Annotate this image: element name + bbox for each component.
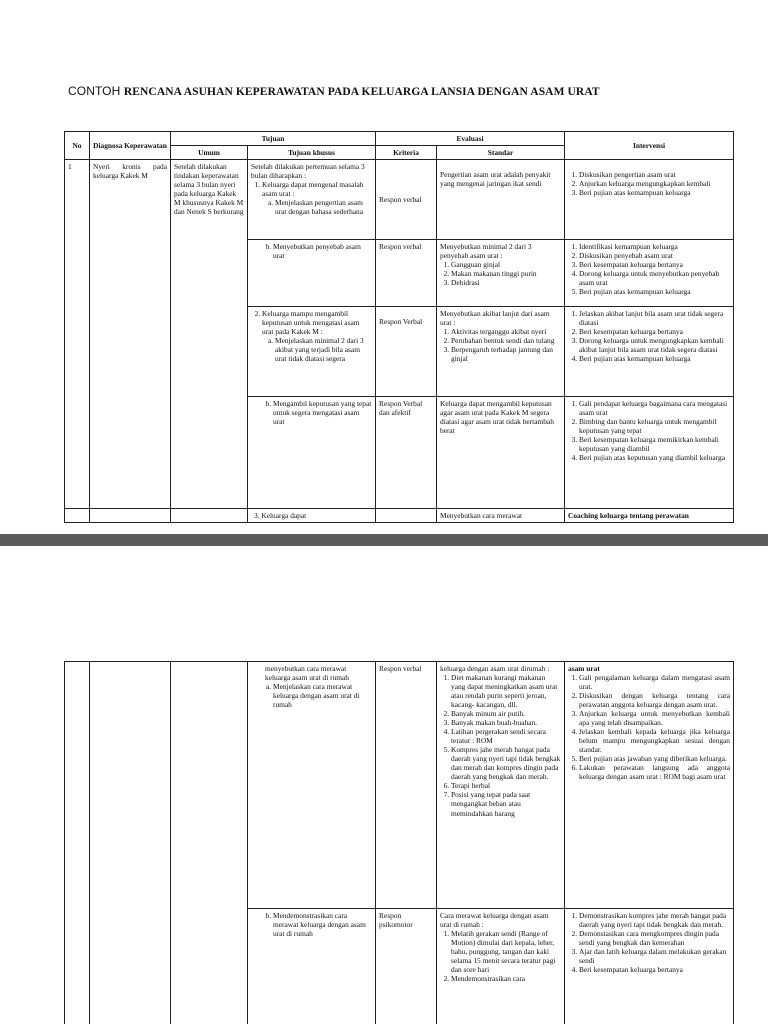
intervensi-list — [568, 911, 730, 974]
cell-standar: Keluarga dapat mengambil keputusan agar asam urat pada Kakek M segera diatasi agar asam urat tidak bertambah berat — [437, 397, 565, 509]
cell-umum: Setelah dilakukan tindakan keperawatan selama 3 bulan nyeri pada keluarga Kakek M khususnya Kakek M dan Nenek S berkurang — [171, 160, 248, 509]
list-item: 1. Melatih gerakan sendi (Range of Motion) dimulai dari kepala, leher, bahu, punggung, tangan dan kaki selama 15 menit secara teratur pagi dan sore hari — [451, 929, 561, 974]
intervensi-list — [568, 673, 730, 781]
standar-intro: Menyebutkan minimal 2 dari 3 penyebab asam urat : — [440, 242, 532, 261]
header-diagnosa: Diagnosa Keperawatan — [90, 132, 171, 160]
list-item: 2. Beri kesempatan keluarga bertanya — [579, 327, 730, 336]
cell-intervensi: Coaching keluarga tentang perawatan — [565, 509, 734, 523]
cell-khusus — [248, 307, 376, 397]
list-item: 2. Diskusikan penyebab asam urat — [579, 251, 730, 260]
list-item: 1. Demonstrasikan kompres jahe merah hangat pada daerah yang nyeri tapi tidak bengkak dan merah. — [579, 911, 730, 929]
list-item: 1. Gali pengalaman keluarga dalam mengatasi asam urat. — [579, 673, 730, 691]
header-row-1 — [65, 132, 734, 146]
header-kriteria: Kriteria — [376, 146, 437, 160]
khusus-num-text: Keluarga mampu mengambil keputusan untuk mengatasi asam urat pada Kakek M : — [262, 309, 360, 337]
intervensi-list — [568, 399, 730, 462]
cell-standar: Pengertian asam urat adalah penyakit yang mengenai jaringan ikat sendi — [437, 160, 565, 240]
list-item: 3. Beri pujian atas kemampuan keluarga — [579, 188, 730, 197]
list-item: 1. Gali pendapat keluarga bagaimana cara mengatasi asam urat — [579, 399, 730, 417]
cell-no — [65, 662, 90, 1024]
cell-khusus: 3. Keluarga dapat — [248, 509, 376, 523]
cell-kriteria — [376, 509, 437, 523]
intervensi-title: asam urat — [568, 664, 600, 673]
header-tujuan: Tujuan — [171, 132, 376, 146]
cell-intervensi — [565, 240, 734, 307]
table-row — [65, 160, 734, 240]
cell-standar: Menyebutkan cara merawat — [437, 509, 565, 523]
list-item: 6. Lakukan perawatan langsung ada anggota keluarga dengan asam urat : ROM bagi asam urat — [579, 763, 730, 781]
cell-diagnosa — [90, 662, 171, 1024]
intervensi-list — [568, 242, 730, 296]
list-item: 5. Beri pujian atas kemampuan keluarga — [579, 287, 730, 296]
list-item: 3. Anjurkan keluarga untuk menyebutkan kembali apa yang telah disampaikan. — [579, 709, 730, 727]
cell-diagnosa: Nyeri kronis pada keluarga Kakek M — [90, 160, 171, 509]
intervensi-list — [568, 170, 730, 197]
cell-kriteria: Respon Verbal dan afektif — [376, 397, 437, 509]
standar-intro: keluarga dengan asam urat dirumah : — [440, 664, 550, 673]
khusus-sub-list — [251, 399, 372, 426]
table-row — [65, 509, 734, 523]
list-item: b. Menyebutkan penyebab asam urat — [273, 242, 372, 260]
cell-intervensi — [565, 397, 734, 509]
cell-kriteria: Respon verbal — [376, 160, 437, 240]
khusus-list — [251, 180, 372, 216]
list-item: a. Menjelaskan minimal 2 dari 3 akibat yang terjadi bila asam urat tidak diatasi segera — [275, 336, 372, 363]
khusus-list — [251, 309, 372, 363]
cell-khusus — [248, 662, 376, 909]
header-intervensi: Intervensi — [565, 132, 734, 160]
list-item: 1. Diet makanan kurangi makanan yang dapat meningkatkan asam urat atau rendah purin seperti jeroan, kacang- kacangan, dll. — [451, 673, 561, 709]
list-item: b. Mendemonstrasikan cara merawat keluarga dengan asam urat di rumah — [273, 911, 372, 938]
cell-kriteria: Respon verbal — [376, 240, 437, 307]
list-item: 2. Banyak minum air putih. — [451, 709, 561, 718]
table-row — [65, 662, 734, 909]
list-item: 2. Mendemonstrasikan cara — [451, 974, 561, 983]
standar-list — [440, 327, 561, 363]
cell-umum — [171, 662, 248, 1024]
list-item: 4. Beri pujian atas kemampuan keluarga — [579, 354, 730, 363]
standar-intro: Cara merawat keluarga dengan asam urat di rumah : — [440, 911, 549, 930]
list-item: 1. Aktivitas terganggu akibat nyeri — [451, 327, 561, 336]
list-item: 1. Jelaskan akibat lanjut bila asam urat tidak segera diatasi — [579, 309, 730, 327]
care-plan-table-page-2 — [64, 661, 734, 1024]
cell-intervensi — [565, 160, 734, 240]
standar-intro: Menyebutkan akibat lanjut dari asam urat : — [440, 309, 550, 328]
title-prefix: CONTOH — [68, 84, 124, 98]
document-page-2 — [0, 546, 768, 1024]
list-item: 2. Demonstasikan cara mengkompres dingin pada sendi yang bengkak dan kemerahan — [579, 929, 730, 947]
list-item: 1. Gangguan ginjal — [451, 260, 561, 269]
list-item: 1. Diskusikan pengertian asam urat — [579, 170, 730, 179]
standar-list — [440, 929, 561, 983]
cell-khusus — [248, 160, 376, 240]
cell-kriteria: Respon psikomotor — [376, 909, 437, 1024]
list-item: 4. Dorong keluarga untuk menyebutkan penyebab asam urat — [579, 269, 730, 287]
list-item: 3. Banyak makan buah-buahan. — [451, 718, 561, 727]
header-khusus: Tujuan khusus — [248, 146, 376, 160]
list-item: 4. Beri kesempatan keluarga bertanya — [579, 965, 730, 974]
header-standar: Standar — [437, 146, 565, 160]
list-item: 6. Terapi herbal — [451, 781, 561, 790]
list-item — [262, 180, 372, 216]
list-item: 4. Beri pujian atas keputusan yang diambil keluarga — [579, 453, 730, 462]
list-item: 3. Berpengaruh terhadap jantung dan ginjal — [451, 345, 561, 363]
list-item: a. Menjelaskan cara merawat keluarga dengan asam urat di rumah — [273, 682, 372, 709]
khusus-sub-list — [251, 682, 372, 709]
cell-intervensi — [565, 909, 734, 1024]
standar-list — [440, 260, 561, 287]
cell-no: 1 — [65, 160, 90, 509]
cell-diagnosa — [90, 509, 171, 523]
cell-khusus — [248, 397, 376, 509]
list-item: b. Mengambil keputusan yang tepat untuk segera mengatasi asam urat — [273, 399, 372, 426]
khusus-continued: menyebutkan cara merawat keluarga asam urat di rumah — [265, 664, 350, 683]
list-item: 2. Anjurkan keluarga mengungkapkan kembali — [579, 179, 730, 188]
intervensi-list — [568, 309, 730, 363]
khusus-sub-list — [251, 242, 372, 260]
list-item: 3. Ajar dan latih keluarga dalam melakukan gerakan sendi — [579, 947, 730, 965]
cell-umum — [171, 509, 248, 523]
list-item — [262, 309, 372, 363]
list-item: 2. Diskusikan dengan keluarga tentang cara perawatan anggota keluarga dengan asam urat. — [579, 691, 730, 709]
cell-kriteria: Respon verbal — [376, 662, 437, 909]
list-item: 3. Dorong keluarga untuk mengungkapkan kembali akibat lanjut bila asam urat tidak segera diatasi — [579, 336, 730, 354]
cell-khusus — [248, 909, 376, 1024]
list-item: 3. Dehidrasi — [451, 278, 561, 287]
list-item: 2. Makan makanan tinggi purin — [451, 269, 561, 278]
khusus-intro: Setelah dilakukan pertemuan selama 3 bulan diharapkan : — [251, 162, 365, 181]
khusus-sub-list — [251, 911, 372, 938]
care-plan-table-page-1 — [64, 131, 734, 523]
list-item: 4. Jelaskan kembali kepada keluarga jika keluarga belum mampu mengungkapkan sesuai dengan standar. — [579, 727, 730, 754]
khusus-sub-list — [262, 336, 372, 363]
title-main: RENCANA ASUHAN KEPERAWATAN PADA KELUARGA LANSIA DENGAN ASAM URAT — [123, 86, 600, 98]
list-item: 5. Beri pujian atas jawaban yang diberikan keluarga. — [579, 754, 730, 763]
cell-no — [65, 509, 90, 523]
list-item: 3. Beri kesempatan keluarga memikirkan kembali keputusan yang diambil — [579, 435, 730, 453]
list-item: 5. Kompres jahe merah hangat pada daerah yang nyeri tapi tidak bengkak dan merah dan kompres dingin pada daerah yang bengkak dan merah. — [451, 745, 561, 781]
cell-kriteria: Respon Verbal — [376, 307, 437, 397]
list-item: 3. Beri kesempatan keluarga bertanya — [579, 260, 730, 269]
header-umum: Umum — [171, 146, 248, 160]
cell-intervensi — [565, 662, 734, 909]
khusus-sub-list — [262, 198, 372, 216]
list-item: 2. Perubahan bentuk sendi dan tulang — [451, 336, 561, 345]
khusus-num-text: Keluarga dapat mengenal masalah asam urat : — [262, 180, 364, 199]
list-item: 2. Bimbing dan bantu keluarga untuk mengambil keputusan yang tepat — [579, 417, 730, 435]
header-evaluasi: Evaluasi — [376, 132, 565, 146]
cell-standar — [437, 307, 565, 397]
header-no: No — [65, 132, 90, 160]
list-item: a. Menjelaskan pengertian asam urat dengan bahasa sederhana — [275, 198, 372, 216]
list-item: 4. Latihan pergerakan sendi secara teratur : ROM — [451, 727, 561, 745]
list-item: 1. Identifikasi kemampuan keluarga — [579, 242, 730, 251]
cell-khusus — [248, 240, 376, 307]
standar-list — [440, 673, 561, 818]
list-item: 7. Posisi yang tepat pada saat mengangkat beban atau memindahkan barang — [451, 790, 561, 817]
cell-standar — [437, 662, 565, 909]
cell-standar — [437, 240, 565, 307]
document-title — [68, 84, 600, 98]
cell-standar — [437, 909, 565, 1024]
cell-intervensi — [565, 307, 734, 397]
